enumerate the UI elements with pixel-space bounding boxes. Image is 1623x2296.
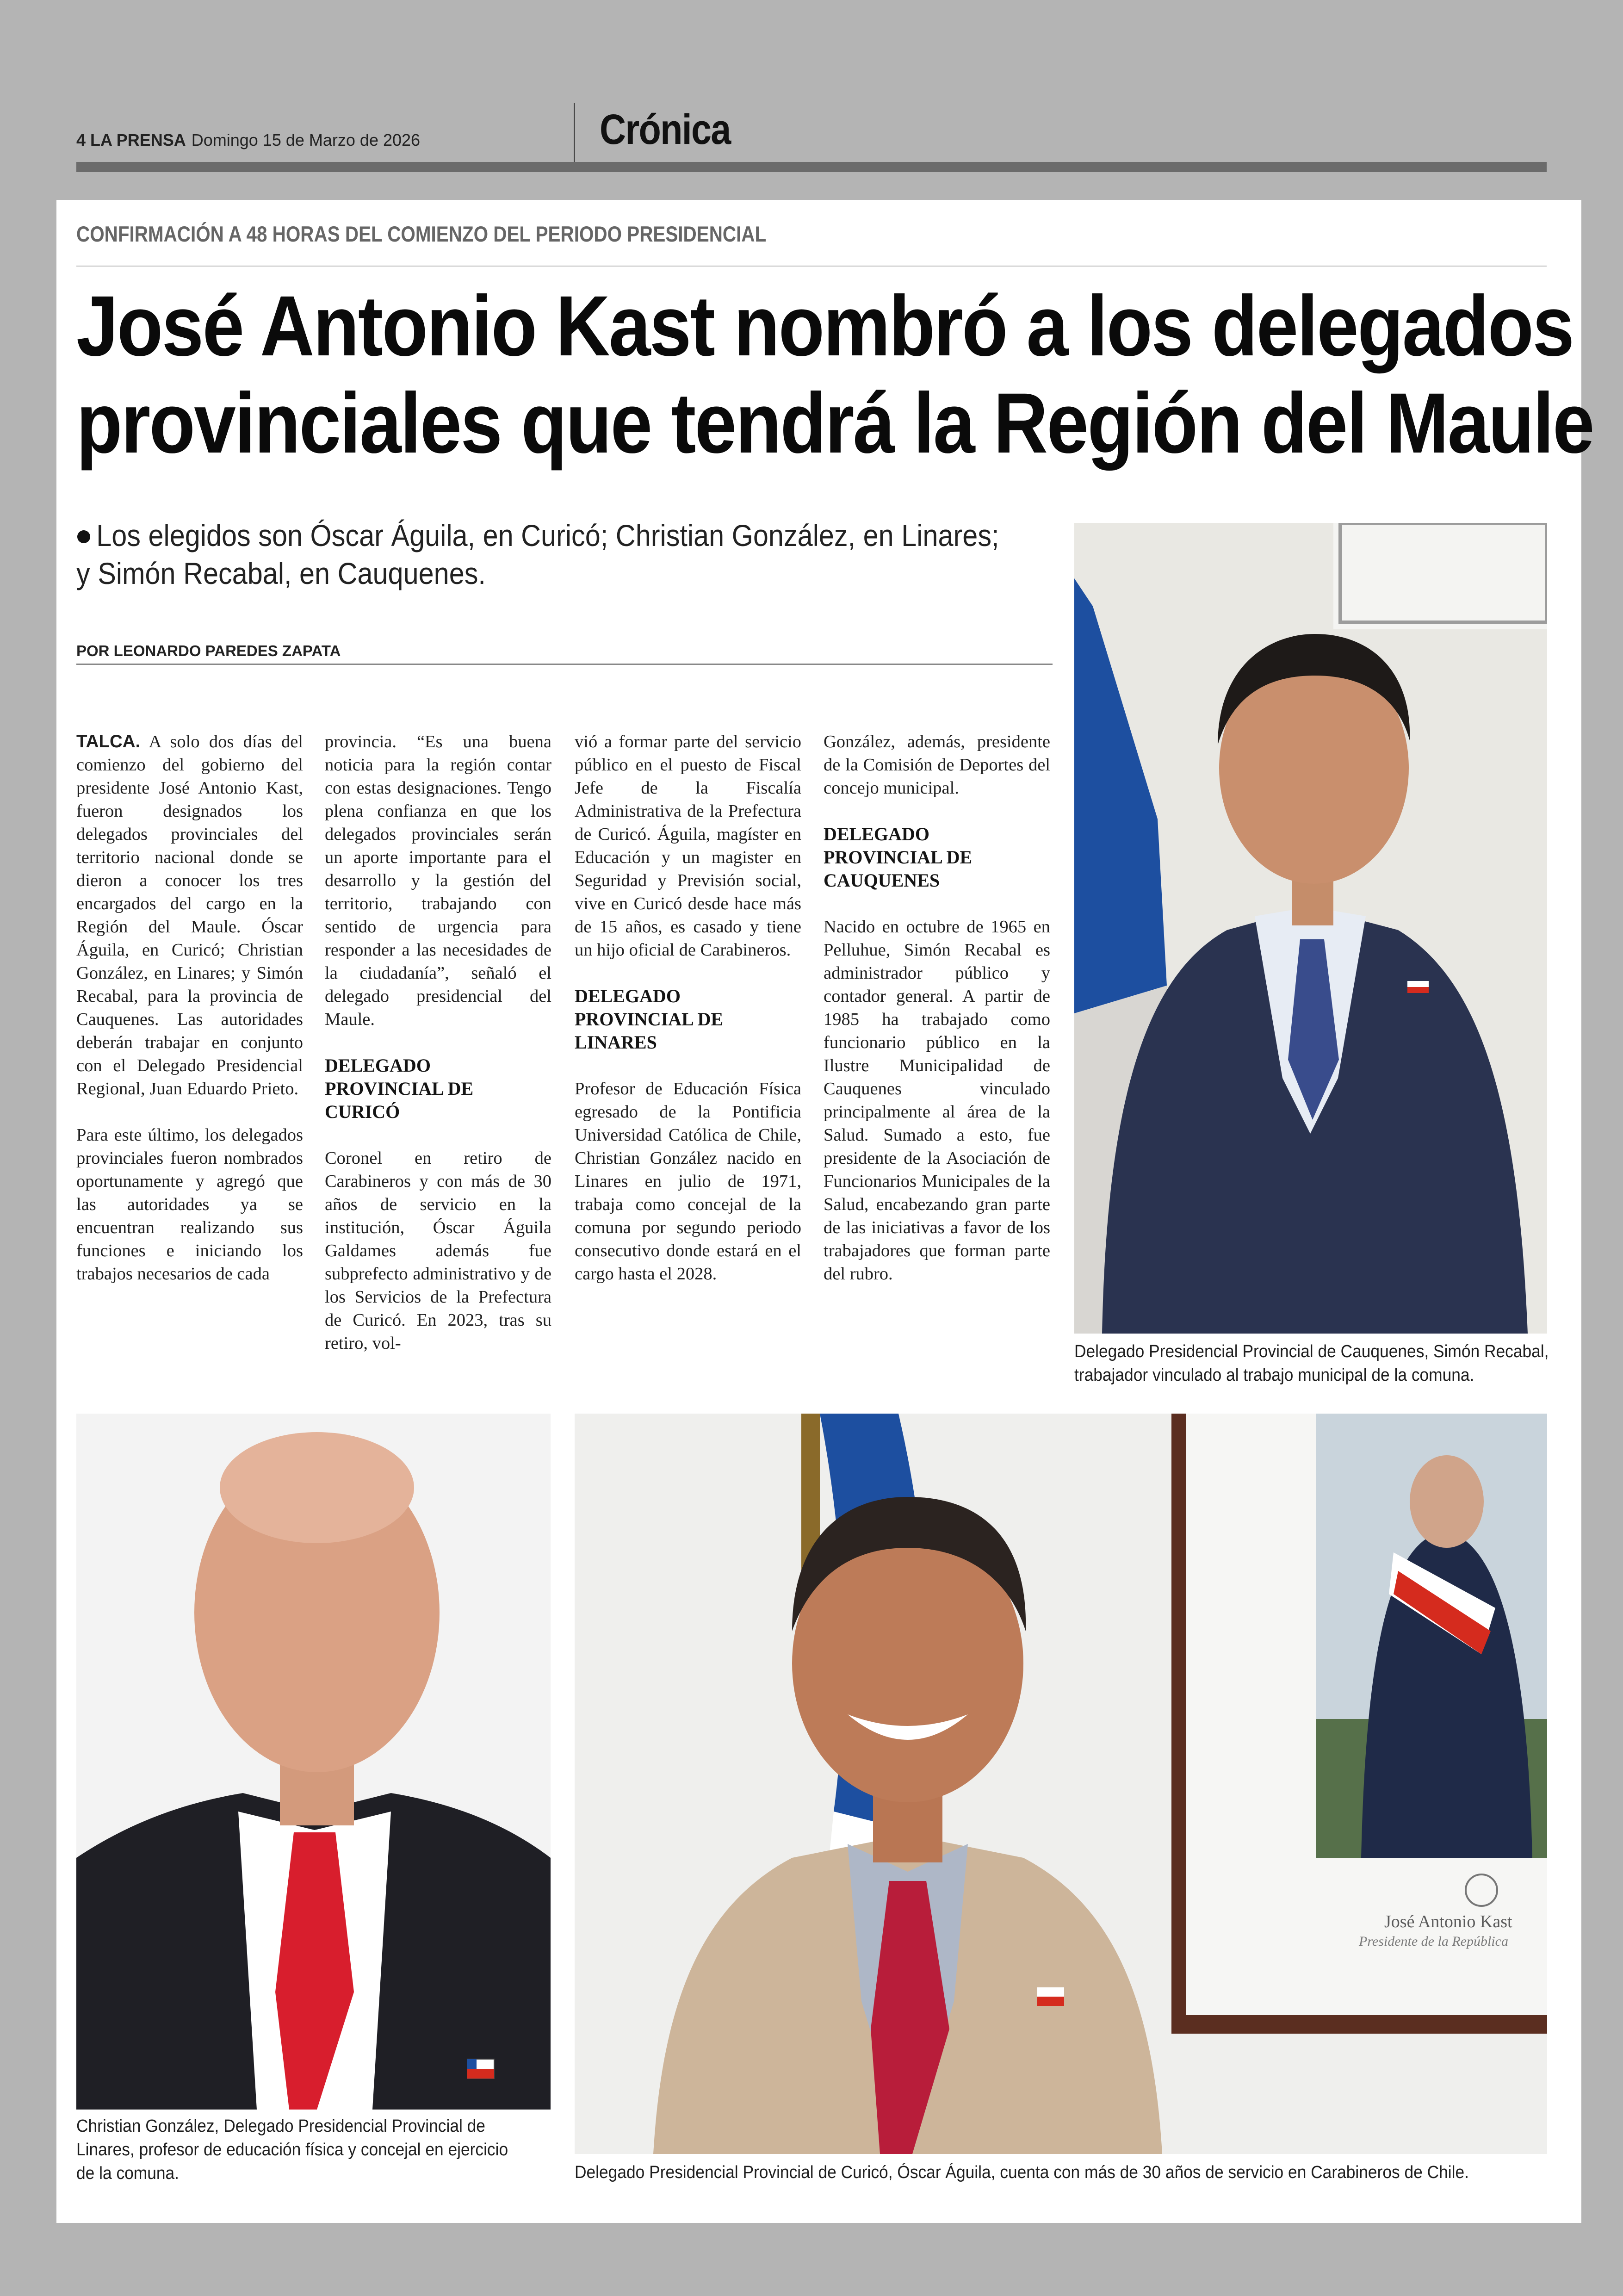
section-name: Crónica bbox=[600, 106, 731, 153]
paragraph: Para este último, los delegados provinciales fueron nombrados oportunamente y agregó que las autoridades ya se encuentran realizando sus funciones e iniciando los trabajos necesarios de cada bbox=[76, 1125, 303, 1284]
caption-line: Linares, profesor de educación física y concejal en ejercicio bbox=[76, 2140, 508, 2159]
dateline: TALCA. bbox=[76, 732, 141, 751]
caption-line: Delegado Presidencial Provincial de Curicó, Óscar Águila, cuenta con más de 30 años de servicio en Carabineros de Chile. bbox=[575, 2163, 1469, 2182]
subhead-linares: DELEGADO PROVINCIAL DE LINARES bbox=[575, 986, 724, 1053]
kicker: CONFIRMACIÓN A 48 HORAS DEL COMIENZO DEL PERIODO PRESIDENCIAL bbox=[76, 222, 767, 246]
body-column-4 bbox=[824, 730, 1050, 1285]
byline: POR LEONARDO PAREDES ZAPATA bbox=[76, 642, 341, 659]
headline bbox=[76, 278, 1593, 472]
photo-simon-recabal bbox=[1074, 523, 1547, 1334]
header-divider bbox=[574, 103, 575, 163]
paragraph: provincia. “Es una buena noticia para la región contar con estas designaciones. Tengo plena confianza en que los delegados provinciales serán un aporte importante para el desarrollo y la gestión del territorio, trabajando con sentido de urgencia para responder a las necesidades de la ciudadanía”, señaló el delegado presidencial del Maule. bbox=[325, 732, 551, 1029]
caption-gonzalez bbox=[76, 2115, 550, 2185]
paragraph: González, además, presidente de la Comisión de Deportes del concejo municipal. bbox=[824, 732, 1050, 798]
caption-aguila bbox=[575, 2161, 1521, 2184]
portrait-illustration bbox=[76, 1414, 551, 2110]
subhead-curico: DELEGADO PROVINCIAL DE CURICÓ bbox=[325, 1055, 474, 1122]
paragraph: vió a formar parte del servicio público en el puesto de Fiscal Jefe de la Fiscalía Administrativa de la Prefectura de Curicó. Águila, magíster en Educación y un magister en Seguridad y Previsión social, vive en Curicó desde hace más de 15 años, es casado y tiene un hijo oficial de Carabineros. bbox=[575, 732, 801, 960]
standfirst-line: y Simón Recabal, en Cauquenes. bbox=[76, 556, 486, 590]
photo-oscar-aguila bbox=[575, 1414, 1547, 2154]
portrait-plaque-name: José Antonio Kast bbox=[1384, 1912, 1512, 1931]
photo-christian-gonzalez bbox=[76, 1414, 551, 2110]
caption-line: Christian González, Delegado Presidencial Provincial de bbox=[76, 2116, 485, 2136]
portrait-plaque-title: Presidente de la República bbox=[1359, 1934, 1508, 1949]
body-column-2 bbox=[325, 730, 551, 1355]
subhead-cauquenes: DELEGADO PROVINCIAL DE CAUQUENES bbox=[824, 824, 973, 891]
paragraph: Nacido en octubre de 1965 en Pelluhue, Simón Recabal es administrador público y contador general. A partir de 1985 ha trabajado como funcionario público en la Ilustre Municipalidad de Cauquenes vinculado principalmente al área de la Salud. Sumado a esto, fue presidente de la Asociación de Funcionarios Municipales de la Salud, encabezando gran parte de las iniciativas a favor de los trabajadores que forman parte del rubro. bbox=[824, 917, 1050, 1284]
running-header bbox=[76, 130, 420, 150]
issue-date: Domingo 15 de Marzo de 2026 bbox=[191, 130, 421, 149]
headline-line: José Antonio Kast nombró a los delegados bbox=[76, 279, 1573, 374]
caption-recabal bbox=[1074, 1340, 1548, 1387]
caption-line: trabajador vinculado al trabajo municipal de la comuna. bbox=[1074, 1365, 1474, 1385]
caption-line: Delegado Presidencial Provincial de Cauquenes, Simón Recabal, bbox=[1074, 1342, 1549, 1361]
paragraph: Coronel en retiro de Carabineros y con más de 30 años de servicio en la institución, Óscar Águila Galdames además fue subprefecto administrativo y de los Servicios de la Prefectura de Curicó. En 2023, tras su retiro, vol- bbox=[325, 1148, 551, 1353]
header-rule bbox=[76, 162, 1547, 172]
standfirst-line: Los elegidos son Óscar Águila, en Curicó; Christian González, en Linares; bbox=[96, 518, 999, 552]
headline-line: provinciales que tendrá la Región del Maule bbox=[76, 376, 1593, 471]
byline-rule bbox=[76, 664, 1053, 665]
paragraph: TALCA. A solo dos días del comienzo del gobierno del presidente José Antonio Kast, fueron designados los delegados provinciales del territorio nacional donde se dieron a conocer los tres encargados del cargo en la Región del Maule. Óscar Águila, en Curicó; Christian González, en Linares; y Simón Recabal, para la provincia de Cauquenes. Las autoridades deberán trabajar en conjunto con el Delegado Presidencial Regional, Juan Eduardo Prieto. bbox=[76, 732, 303, 1098]
body-column-1 bbox=[76, 730, 303, 1285]
kicker-rule bbox=[76, 266, 1547, 267]
caption-line: de la comuna. bbox=[76, 2164, 180, 2183]
portrait-illustration bbox=[575, 1414, 1547, 2154]
portrait-illustration bbox=[1074, 523, 1547, 1334]
page-number: 4 LA PRENSA bbox=[76, 130, 186, 149]
paragraph: Profesor de Educación Física egresado de la Pontificia Universidad Católica de Chile, Christian González nacido en Linares en julio de 1971, trabaja como concejal de la comuna por segundo periodo consecutivo donde estará en el cargo hasta el 2028. bbox=[575, 1079, 801, 1284]
standfirst bbox=[76, 516, 1034, 592]
body-column-3 bbox=[575, 730, 801, 1285]
